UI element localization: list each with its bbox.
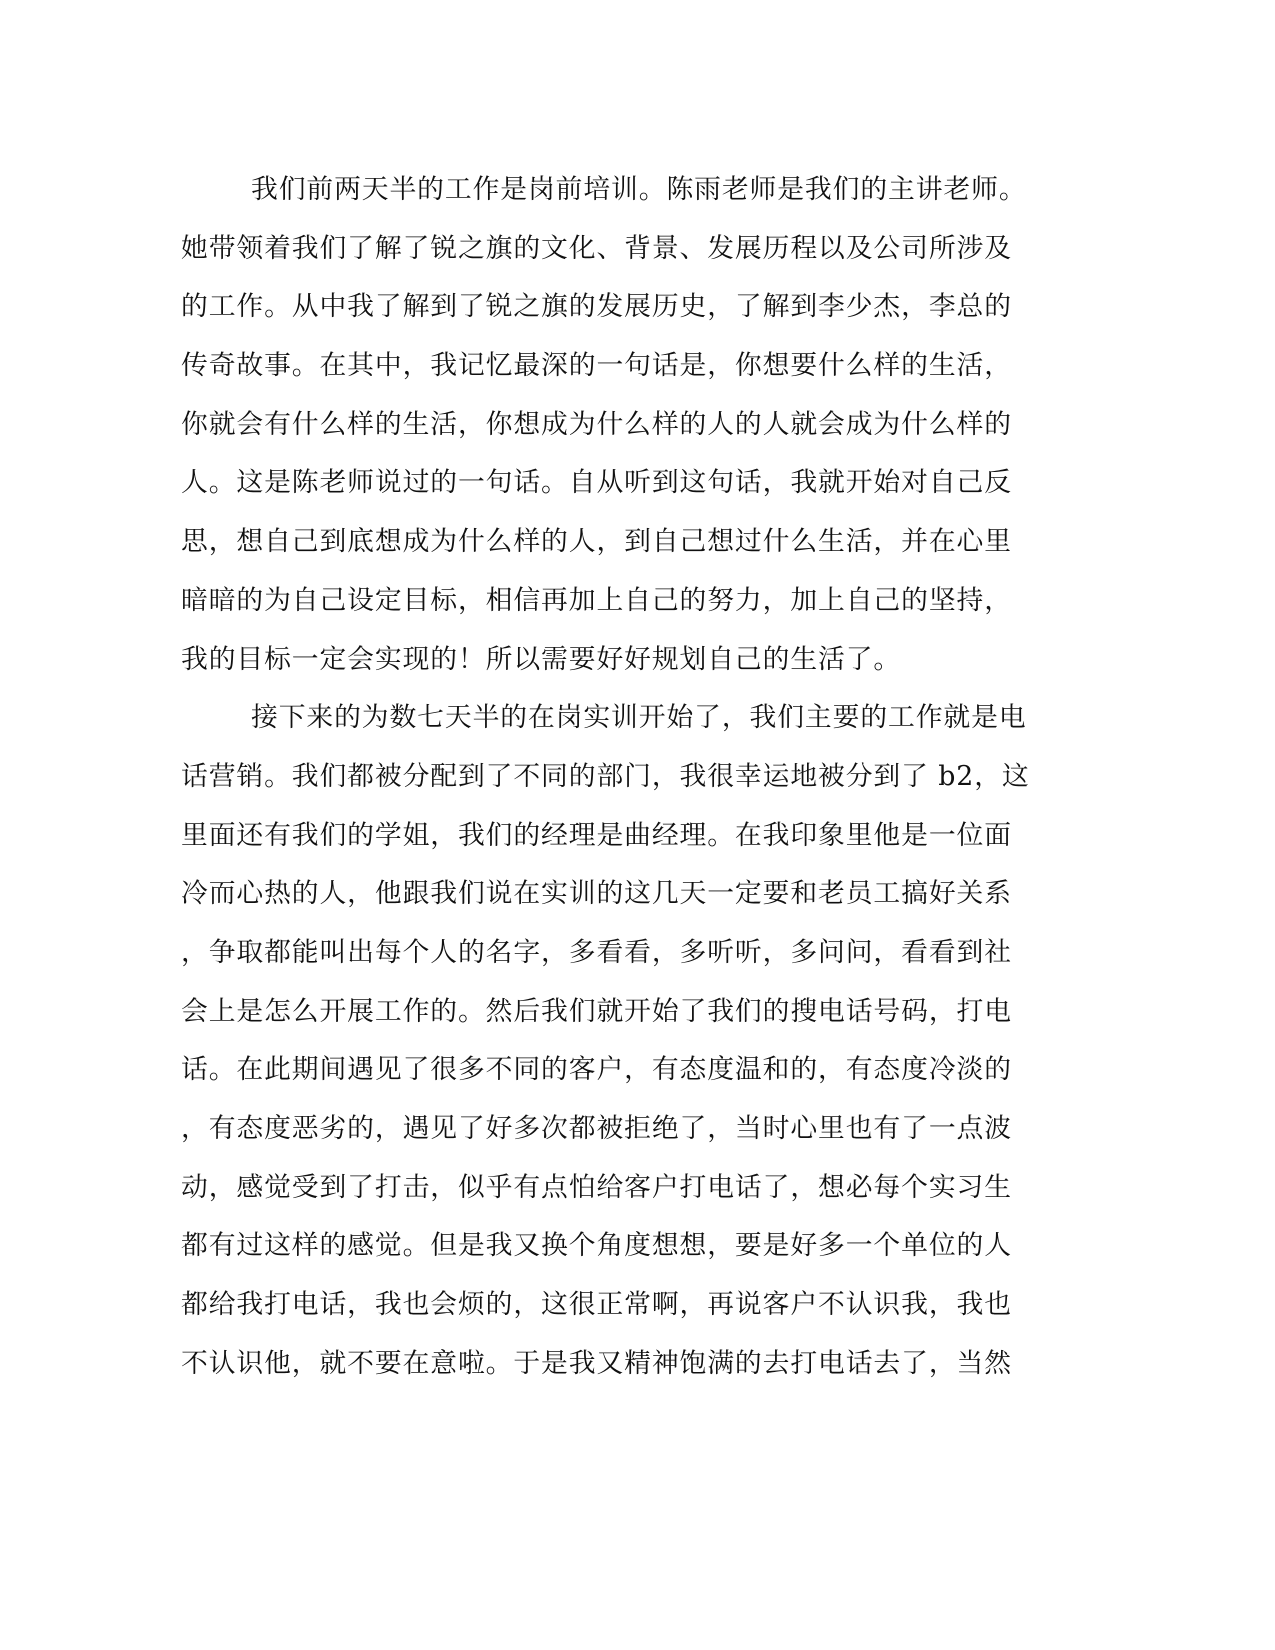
text-line: 会上是怎么开展工作的。然后我们就开始了我们的搜电话号码，打电 [181, 995, 1012, 1027]
text-line: 暗暗的为自己设定目标，相信再加上自己的努力，加上自己的坚持， [181, 584, 1012, 616]
text-line: 不认识他，就不要在意啦。于是我又精神饱满的去打电话去了，当然 [181, 1347, 1012, 1379]
text-line: 里面还有我们的学姐，我们的经理是曲经理。在我印象里他是一位面 [181, 819, 1012, 851]
text-line: 我的目标一定会实现的！所以需要好好规划自己的生活了。 [181, 643, 902, 675]
text-line: ，争取都能叫出每个人的名字，多看看，多听听，多问问，看看到社 [181, 936, 1012, 968]
text-line: 人。这是陈老师说过的一句话。自从听到这句话，我就开始对自己反 [181, 467, 1012, 499]
paragraph-2 [181, 689, 1031, 1393]
text-line: 话营销。我们都被分配到了不同的部门，我很幸运地被分到了 b2，这 [181, 760, 1030, 792]
text-line: 的工作。从中我了解到了锐之旗的发展历史，了解到李少杰，李总的 [181, 291, 1012, 323]
text-line: 都给我打电话，我也会烦的，这很正常啊，再说客户不认识我，我也 [181, 1289, 1012, 1321]
text-line: 话。在此期间遇见了很多不同的客户，有态度温和的，有态度冷淡的 [181, 1054, 1012, 1086]
text-line: 都有过这样的感觉。但是我又换个角度想想，要是好多一个单位的人 [181, 1230, 1012, 1262]
text-line: 接下来的为数七天半的在岗实训开始了，我们主要的工作就是电 [251, 702, 1027, 734]
text-line: 动，感觉受到了打击，似乎有点怕给客户打电话了，想必每个实习生 [181, 1171, 1012, 1203]
text-line: ，有态度恶劣的，遇见了好多次都被拒绝了，当时心里也有了一点波 [181, 1113, 1012, 1144]
paragraph-1 [181, 161, 1031, 689]
text-line: 思，想自己到底想成为什么样的人，到自己想过什么生活，并在心里 [181, 526, 1012, 558]
text-line: 她带领着我们了解了锐之旗的文化、背景、发展历程以及公司所涉及 [181, 232, 1012, 264]
text-line: 我们前两天半的工作是岗前培训。陈雨老师是我们的主讲老师。 [251, 174, 1027, 205]
text-line: 你就会有什么样的生活，你想成为什么样的人的人就会成为什么样的 [181, 408, 1012, 440]
text-line: 冷而心热的人，他跟我们说在实训的这几天一定要和老员工搞好关系 [181, 878, 1012, 910]
text-line: 传奇故事。在其中，我记忆最深的一句话是，你想要什么样的生活， [181, 350, 1012, 382]
document-body [181, 161, 1031, 1393]
